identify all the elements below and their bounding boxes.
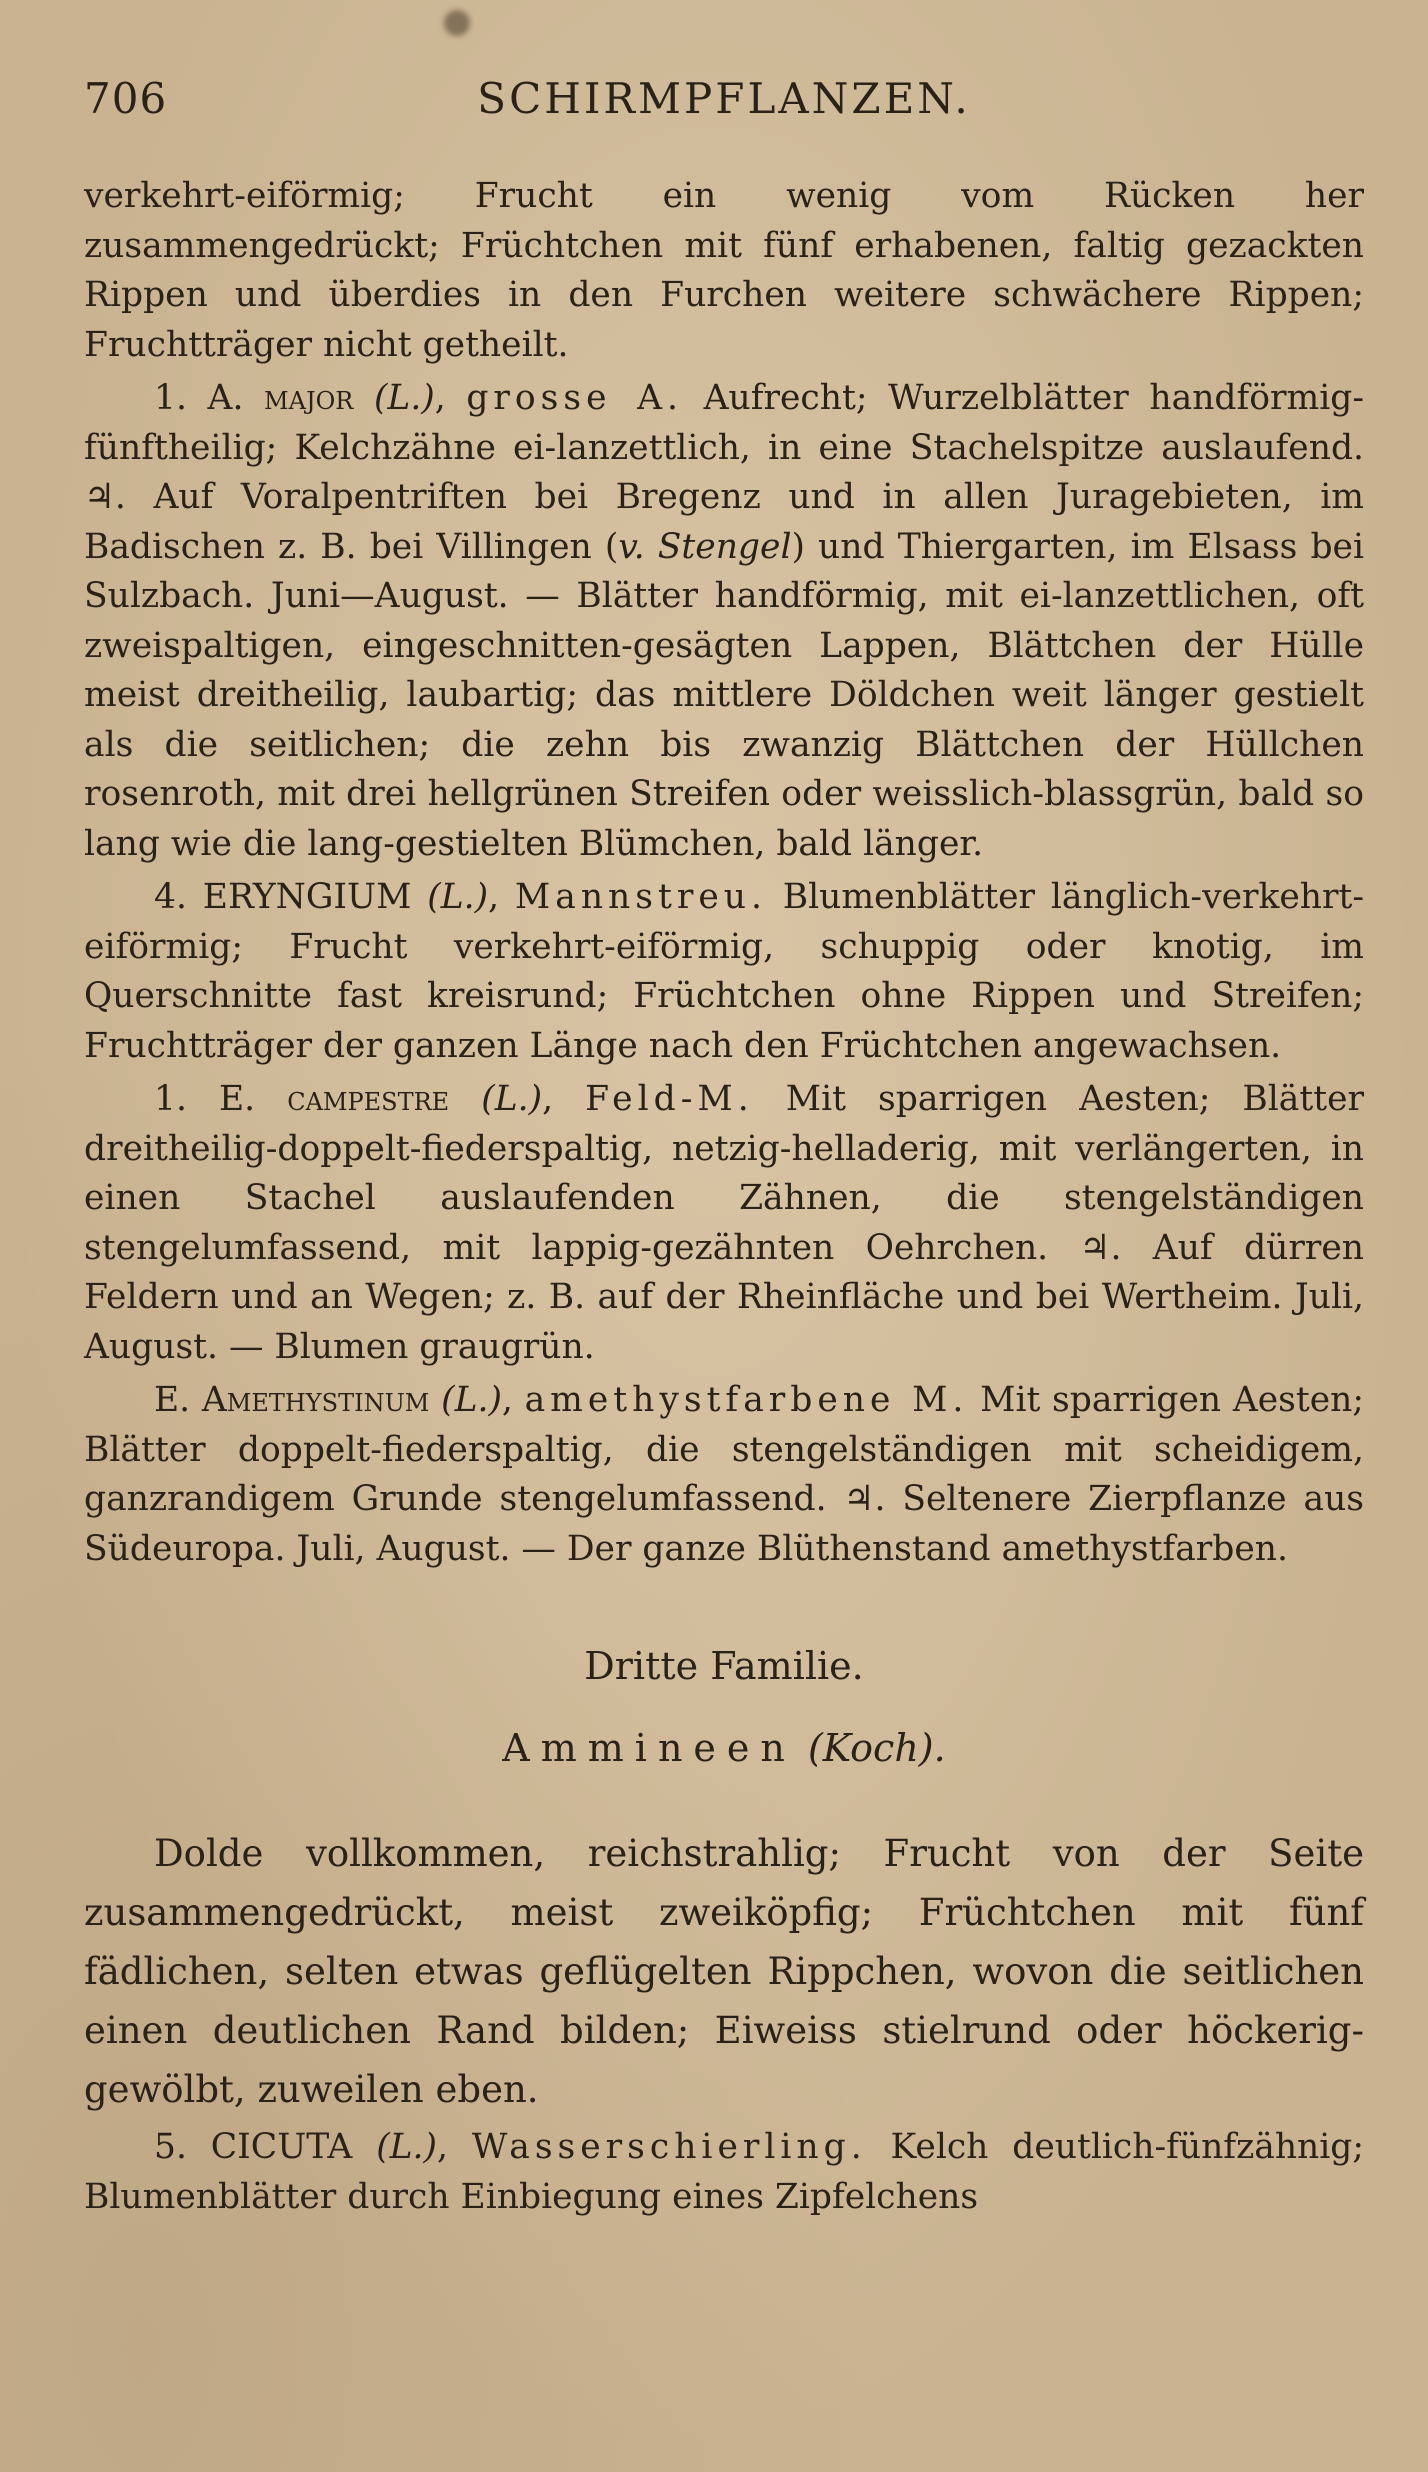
paragraph-eryngium: 4. ERYNGIUM (L.), Mannstreu. Blumenblätter länglich-verkehrt-eiförmig; Frucht verkehrt-eiförmig, schuppig oder knotig, im Querschnitte fast kreisrund; Früchtchen ohne Rippen und Streifen; Fruchtträger der ganzen Länge nach den Früchtchen angewachsen.	[84, 877, 1365, 1066]
description-text: Blumenblätter länglich-verkehrt-eiförmig; Frucht verkehrt-eiförmig, schuppig oder knotig, im Querschnitte fast kreisrund; Früchtchen ohne Rippen und Streifen; Fruchtträger der ganzen Länge nach den Früchtchen angewachsen.	[84, 877, 1365, 1066]
ink-smudge	[444, 10, 470, 36]
paragraph-family-description	[84, 1824, 1364, 2119]
paragraph-genus-continuation	[84, 172, 1364, 370]
body-text	[84, 172, 1364, 2222]
citation: v. Stengel	[618, 526, 792, 567]
entry-number: 5.	[154, 2127, 187, 2167]
page-number: 706	[84, 74, 168, 123]
authority: (L.)	[441, 1380, 502, 1420]
entry-number: 1.	[154, 378, 187, 418]
entry-number: 1.	[154, 1079, 187, 1119]
page-header	[84, 74, 1364, 134]
authority: (L.)	[373, 378, 435, 418]
species-name: E. campestre	[219, 1079, 450, 1119]
paragraph-text: verkehrt-eiförmig; Frucht ein wenig vom Rücken her zusammengedrückt; Früchtchen mit fünf erhabenen, faltig gezackten Rippen und überdies in den Furchen weitere schwächere Rippen; Fruchtträger nicht getheilt.	[84, 176, 1364, 365]
species-name: A. major	[207, 378, 354, 418]
family-heading: Dritte Familie.	[584, 1644, 864, 1688]
paragraph-eryngium-campestre: 1. E. campestre (L.), Feld-M. Mit sparrigen Aesten; Blätter dreitheilig-doppelt-fiederspaltig, netzig-helladerig, mit verlängerten, in einen Stachel auslaufenden Zähnen, die stengelständigen stengelumfassend, mit lappig-gezähnten Oehrchen. ♃. Auf dürren Feldern und an Wegen; z. B. auf der Rheinfläche und bei Wertheim. Juli, August. — Blumen graugrün.	[84, 1079, 1365, 1367]
common-name: Feld-M.	[585, 1079, 754, 1119]
common-name: amethystfarbene M.	[524, 1380, 969, 1420]
authority: (L.)	[481, 1079, 543, 1119]
authority: (L.)	[376, 2127, 437, 2167]
description-text: Mit sparrigen Aesten; Blätter doppelt-fiederspaltig, die stengelständigen mit scheidigem, ganzrandigem Grunde stengelumfassend. ♃. Seltenere Zierpflanze aus Südeuropa. Juli, August. — Der ganze Blüthenstand amethystfarben.	[84, 1380, 1365, 1569]
genus-name: CICUTA	[210, 2127, 353, 2167]
entry-number: 4.	[154, 877, 187, 917]
running-head: SCHIRMPFLANZEN.	[477, 74, 971, 123]
description-text: Mit sparrigen Aesten; Blätter dreitheilig-doppelt-fiederspaltig, netzig-helladerig, mit verlängerten, in einen Stachel auslaufenden Zähnen, die stengelständigen stengelumfassend, mit lappig-gezähnten Oehrchen. ♃. Auf dürren Feldern und an Wegen; z. B. auf der Rheinfläche und bei Wertheim. Juli, August. — Blumen graugrün.	[84, 1079, 1365, 1367]
paragraph-cicuta: 5. CICUTA (L.), Wasserschierling. Kelch deutlich-fünfzähnig; Blumenblätter durch Einbiegung eines Zipfelchens	[84, 2127, 1365, 2217]
description-text: Dolde vollkommen, reichstrahlig; Frucht von der Seite zusammengedrückt, meist zweiköpfig; Früchtchen mit fünf fädlichen, selten etwas geflügelten Rippchen, wovon die seitlichen einen deutlichen Rand bilden; Eiweiss stielrund oder höckerig-gewölbt, zuweilen eben.	[84, 1832, 1364, 2111]
description-text: Kelch deutlich-fünfzähnig; Blumenblätter durch Einbiegung eines Zipfelchens	[84, 2127, 1365, 2217]
description-text: Aufrecht; Wurzelblätter handförmig-fünftheilig; Kelchzähne ei-lanzettlich, in eine Stachelspitze auslaufend. ♃. Auf Voralpentriften bei Bregenz und in allen Juragebieten, im Badischen z. B. bei Villingen (	[84, 378, 1365, 567]
paragraph-eryngium-amethystinum: E. Amethystinum (L.), amethystfarbene M. Mit sparrigen Aesten; Blätter doppelt-fiederspaltig, die stengelständigen mit scheidigem, ganzrandigem Grunde stengelumfassend. ♃. Seltenere Zierpflanze aus Südeuropa. Juli, August. — Der ganze Blüthenstand amethystfarben.	[84, 1380, 1365, 1569]
authority: (L.)	[427, 877, 489, 917]
family-title: Ammineen	[502, 1726, 796, 1770]
common-name: grosse A.	[466, 378, 683, 418]
species-name: E. Amethystinum	[154, 1380, 430, 1420]
common-name: Wasserschierling.	[471, 2127, 867, 2167]
family-name	[84, 1716, 1364, 1780]
description-text: ) und Thiergarten, im Elsass bei Sulzbach. Juni—August. — Blätter handförmig, mit ei-lanzettlichen, oft zweispaltigen, eingeschnitten-gesägten Lappen, Blättchen der Hülle meist dreitheilig, laubartig; das mittlere Döldchen weit länger gestielt als die seitlichen; die zehn bis zwanzig Blättchen der Hüllchen rosenroth, mit drei hellgrünen Streifen oder weisslich-blassgrün, bald so lang wie die lang-gestielten Blümchen, bald länger.	[84, 526, 1364, 864]
authority: (Koch).	[807, 1726, 946, 1770]
common-name: Mannstreu.	[514, 877, 767, 917]
paragraph-astrantia-major: 1. A. major (L.), grosse A. Aufrecht; Wurzelblätter handförmig-fünftheilig; Kelchzähne ei-lanzettlich, in eine Stachelspitze auslaufend. ♃. Auf Voralpentriften bei Bregenz und in allen Juragebieten, im Badischen z. B. bei Villingen (v. Stengel) und Thiergarten, im Elsass bei Sulzbach. Juni—August. — Blätter handförmig, mit ei-lanzettlichen, oft zweispaltigen, eingeschnitten-gesägten Lappen, Blättchen der Hülle meist dreitheilig, laubartig; das mittlere Döldchen weit länger gestielt als die seitlichen; die zehn bis zwanzig Blättchen der Hüllchen rosenroth, mit drei hellgrünen Streifen oder weisslich-blassgrün, bald so lang wie die lang-gestielten Blümchen, bald länger.	[84, 378, 1365, 864]
genus-name: ERYNGIUM	[202, 877, 412, 917]
